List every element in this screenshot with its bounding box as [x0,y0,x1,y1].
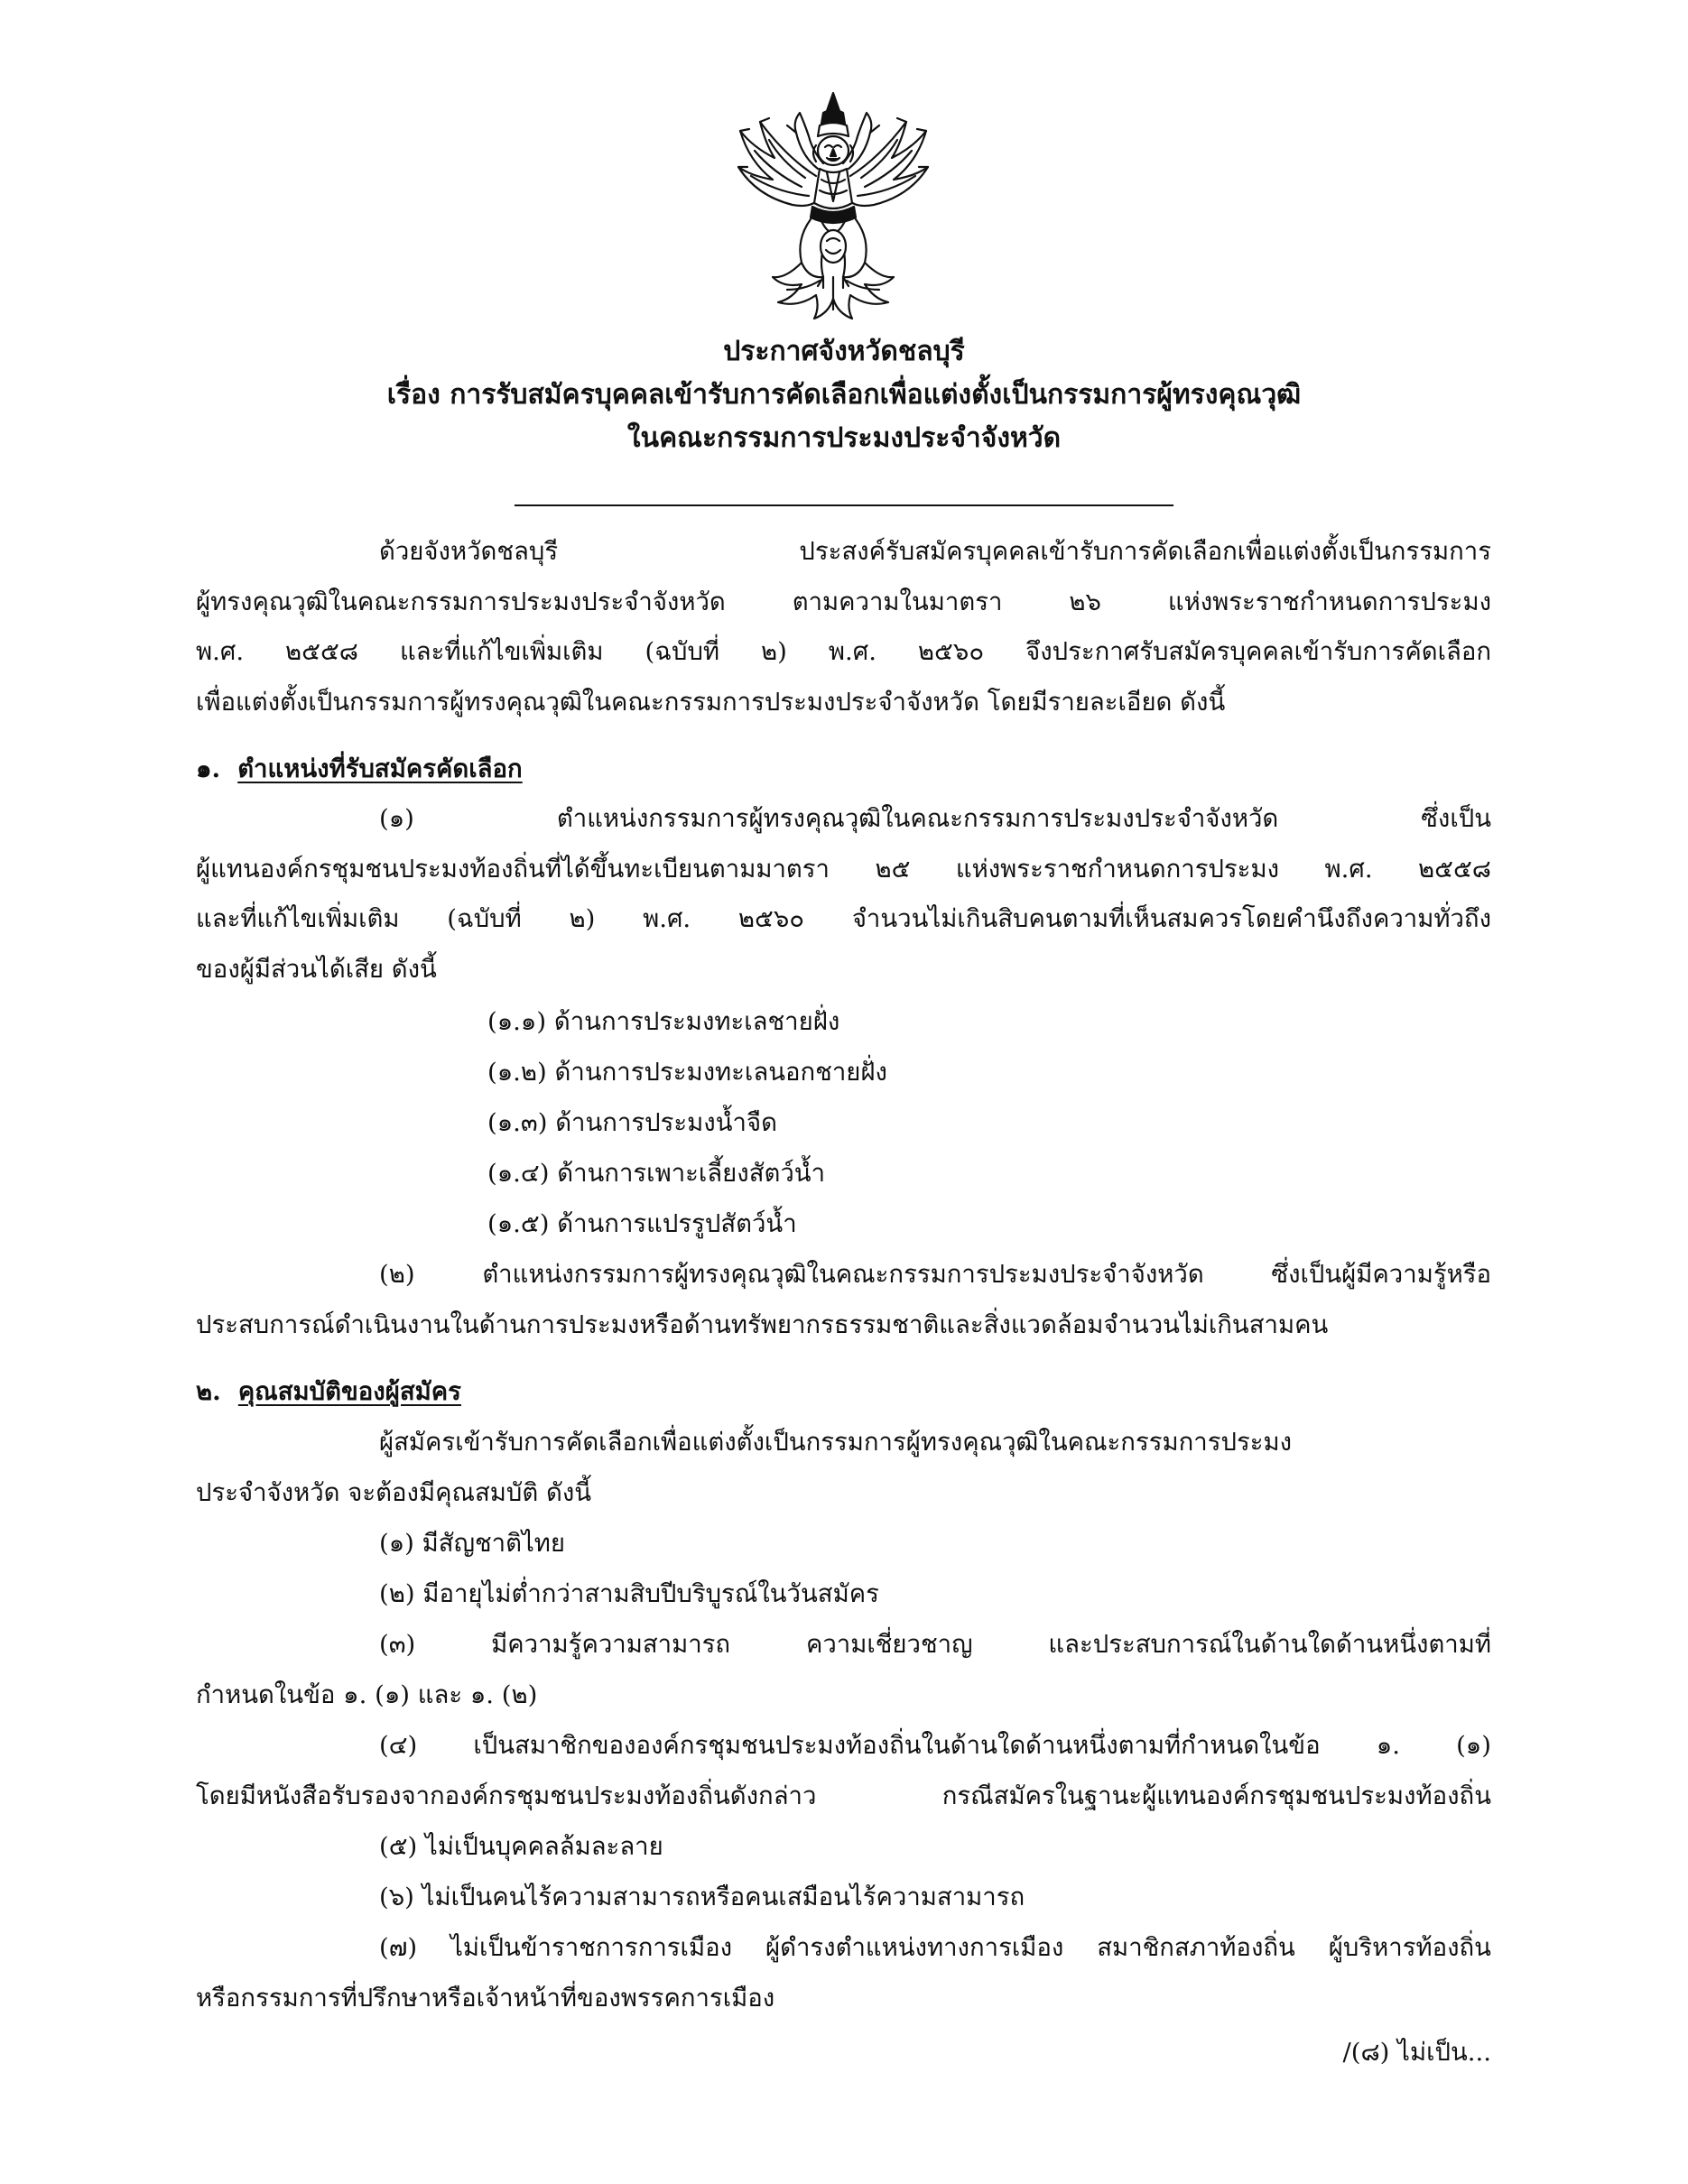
section-2-number: ๒. [196,1377,221,1406]
section-1-title: ตำแหน่งที่รับสมัครคัดเลือก [237,754,523,783]
s2-qualification-3-line-2: กำหนดในข้อ ๑. (๑) และ ๑. (๒) [196,1680,538,1709]
s1-subitem-4: (๑.๔) ด้านการเพาะเลี้ยงสัตว์น้ำ [487,1159,826,1188]
s1-item2-line-2: ประสบการณ์ดำเนินงานในด้านการประมงหรือด้านทรัพยากรธรรมชาติและสิ่งแวดล้อมจำนวนไม่เกินสามคน [196,1310,1329,1339]
s1-item1-line-4: ของผู้มีส่วนได้เสีย ดังนี้ [196,955,437,984]
s2-qualification-3-line-1: (๓) มีความรู้ความสามารถ ความเชี่ยวชาญ และประสบการณ์ในด้านใดด้านหนึ่งตามที่ [379,1630,1491,1659]
s1-subitem-1: (๑.๑) ด้านการประมงทะเลชายฝั่ง [487,1007,840,1036]
subject-line-2: ในคณะกรรมการประมงประจำจังหวัด [626,422,1062,454]
section-1-heading [196,749,523,789]
s2-qualification-2: (๒) มีอายุไม่ต่ำกว่าสามสิบปีบริบูรณ์ในวันสมัคร [379,1579,879,1608]
intro-line-3: พ.ศ. ๒๕๕๘ และที่แก้ไขเพิ่มเติม (ฉบับที่ ๒) พ.ศ. ๒๕๖๐ จึงประกาศรับสมัครบุคคลเข้ารับการคัดเลือก [196,637,1491,666]
s2-qualification-4-line-1: (๔) เป็นสมาชิกขององค์กรชุมชนประมงท้องถิ่นในด้านใดด้านหนึ่งตามที่กำหนดในข้อ ๑. (๑) [379,1731,1491,1760]
s1-subitem-3: (๑.๓) ด้านการประมงน้ำจืด [487,1108,777,1137]
s2-qualification-7-line-2: หรือกรรมการที่ปรึกษาหรือเจ้าหน้าที่ของพรรคการเมือง [196,1984,775,2013]
s2-intro-line-2: ประจำจังหวัด จะต้องมีคุณสมบัติ ดังนี้ [196,1478,592,1507]
s1-item1-line-3: และที่แก้ไขเพิ่มเติม (ฉบับที่ ๒) พ.ศ. ๒๕๖๐ จำนวนไม่เกินสิบคนตามที่เห็นสมควรโดยคำนึงถึงความทั่วถึง [196,904,1491,933]
section-2-title: คุณสมบัติของผู้สมัคร [237,1377,461,1406]
s2-qualification-6: (๖) ไม่เป็นคนไร้ความสามารถหรือคนเสมือนไร้ความสามารถ [379,1883,1025,1911]
s2-intro-line-1: ผู้สมัครเข้ารับการคัดเลือกเพื่อแต่งตั้งเป็นกรรมการผู้ทรงคุณวุฒิในคณะกรรมการประมง [379,1428,1293,1457]
section-1-number: ๑. [196,754,221,783]
s1-subitem-5: (๑.๕) ด้านการแปรรูปสัตว์น้ำ [487,1209,797,1238]
intro-line-4: เพื่อแต่งตั้งเป็นกรรมการผู้ทรงคุณวุฒิในคณะกรรมการประมงประจำจังหวัด โดยมีรายละเอียด ดังนี้ [196,688,1226,717]
announcement-header [271,330,1417,460]
intro-line-1: ด้วยจังหวัดชลบุรี ประสงค์รับสมัครบุคคลเข้ารับการคัดเลือกเพื่อแต่งตั้งเป็นกรรมการ [379,537,1491,566]
s1-subitem-2: (๑.๒) ด้านการประมงทะเลนอกชายฝั่ง [487,1058,887,1087]
title-divider [515,504,1173,506]
section-2-heading [196,1372,461,1411]
s1-item1-line-2: ผู้แทนองค์กรชุมชนประมงท้องถิ่นที่ได้ขึ้นทะเบียนตามมาตรา ๒๕ แห่งพระราชกำหนดการประมง พ.ศ. ๒๕๕๘ [196,855,1491,884]
s1-item2-line-1: (๒) ตำแหน่งกรรมการผู้ทรงคุณวุฒิในคณะกรรมการประมงประจำจังหวัด ซึ่งเป็นผู้มีความรู้หรือ [379,1260,1491,1289]
s2-qualification-4-line-2: โดยมีหนังสือรับรองจากองค์กรชุมชนประมงท้องถิ่นดังกล่าว กรณีสมัครในฐานะผู้แทนองค์กรชุมชนประมงท้องถิ่น [196,1781,1491,1810]
page-continuation: /(๘) ไม่เป็น... [1342,2038,1491,2067]
announcement-title: ประกาศจังหวัดชลบุรี [723,336,965,367]
s2-qualification-5: (๕) ไม่เป็นบุคคลล้มละลาย [379,1832,663,1861]
s2-qualification-1: (๑) มีสัญชาติไทย [379,1529,566,1558]
garuda-emblem-icon [733,86,933,331]
subject-line-1: เรื่อง การรับสมัครบุคคลเข้ารับการคัดเลือกเพื่อแต่งตั้งเป็นกรรมการผู้ทรงคุณวุฒิ [386,379,1302,411]
s1-item1-line-1: (๑) ตำแหน่งกรรมการผู้ทรงคุณวุฒิในคณะกรรมการประมงประจำจังหวัด ซึ่งเป็น [379,804,1491,833]
s2-qualification-7-line-1: (๗) ไม่เป็นข้าราชการการเมือง ผู้ดำรงตำแหน่งทางการเมือง สมาชิกสภาท้องถิ่น ผู้บริหารท้องถิ่น [379,1933,1491,1962]
intro-line-2: ผู้ทรงคุณวุฒิในคณะกรรมการประมงประจำจังหวัด ตามความในมาตรา ๒๖ แห่งพระราชกำหนดการประมง [196,588,1491,616]
